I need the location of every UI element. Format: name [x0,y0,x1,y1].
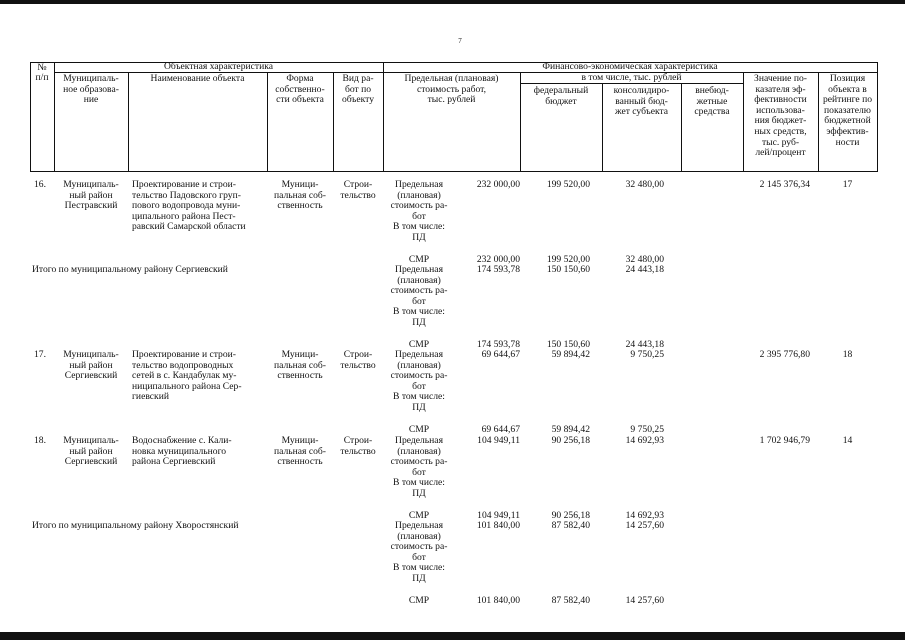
row-consolidated: 32 480,00 [625,179,664,190]
row-smr-total: 69 644,67 [481,424,520,435]
row-smr-federal: 59 894,42 [551,424,590,435]
row-total: 232 000,00 [476,179,520,190]
row-consolidated: 14 257,60 [625,520,664,531]
row-consolidated: 9 750,25 [630,349,664,360]
row-object-name: Проектирование и строи- тельство Падовского груп- пового водопровода муни- ципального района Пест- равский Самарской области [132,179,246,233]
row-smr-consolidated: 14 257,60 [625,595,664,606]
row-municipality: Муниципаль- ный район Сергиевский [63,435,119,468]
col-efficiency-header: Значение по- казателя эф- фективности использова- ния бюджет- ных средств, тыс. руб- лей/процент [754,73,807,159]
col-consolidated-header: консолидиро- ванный бюд- жет субъекта [613,85,670,118]
row-total: 174 593,78 [476,264,520,275]
finance-group-header: Финансово-экономическая характеристика [542,61,718,72]
col-num-header: № [37,62,47,73]
row-work-type: Строи- тельство [340,349,376,371]
row-smr-label: СМР [408,510,430,521]
row-total: 101 840,00 [476,520,520,531]
row-smr-consolidated: 32 480,00 [625,254,664,265]
row-smr-federal: 87 582,40 [551,595,590,606]
row-municipality: Муниципаль- ный район Сергиевский [63,349,119,382]
incl-group-header: в том числе, тыс. рублей [581,72,682,83]
table-header [0,0,905,175]
col-federal-header: федеральный бюджет [533,85,589,107]
row-total: 69 644,67 [481,349,520,360]
row-ownership: Муници- пальная соб- ственность [274,349,326,382]
col-num-sub: п/п [35,72,49,83]
col-rating-header: Позиция объекта в рейтинге по показателю бюджетной эффектив- ности [822,73,873,148]
row-smr-federal: 150 150,60 [546,339,590,350]
row-smr-total: 174 593,78 [476,339,520,350]
row-ownership: Муници- пальная соб- ственность [274,435,326,468]
row-federal: 87 582,40 [551,520,590,531]
row-rating: 14 [842,435,853,446]
row-smr-label: СМР [408,339,430,350]
subtotal-label: Итого по муниципальному району Сергиевский [32,264,228,275]
row-limit-label: Предельная (плановая) стоимость ра- бот В том числе: ПД [390,264,448,328]
page-number: 7 [458,37,462,45]
row-efficiency: 2 395 776,80 [759,349,810,360]
row-federal: 199 520,00 [546,179,590,190]
row-consolidated: 14 692,93 [625,435,664,446]
row-limit-label: Предельная (плановая) стоимость ра- бот В том числе: ПД [390,520,448,584]
row-efficiency: 1 702 946,79 [759,435,810,446]
row-object-name: Проектирование и строи- тельство водопроводных сетей в с. Кандабулак му- ниципального района Сер- гиевский [132,349,242,403]
row-smr-total: 104 949,11 [477,510,520,521]
row-efficiency: 2 145 376,34 [759,179,810,190]
subtotal-label: Итого по муниципальному району Хворостянский [32,520,239,531]
row-smr-label: СМР [408,254,430,265]
row-number: 17. [34,349,46,360]
row-federal: 150 150,60 [546,264,590,275]
col-offbudget-header: внебюд- жетные средства [694,85,730,118]
row-work-type: Строи- тельство [340,435,376,457]
row-work-type: Строи- тельство [340,179,376,201]
row-ownership: Муници- пальная соб- ственность [274,179,326,212]
vline [128,72,129,172]
row-number: 18. [34,435,46,446]
row-smr-consolidated: 9 750,25 [630,424,664,435]
row-smr-federal: 90 256,18 [551,510,590,521]
header-bottom-line [30,171,878,172]
col-municipality-header: Муниципаль- ное образова- ние [63,73,119,106]
row-rating: 18 [842,349,853,360]
col-ownership-header: Форма собственно- сти объекта [275,73,325,106]
row-smr-total: 101 840,00 [476,595,520,606]
row-limit-label: Предельная (плановая) стоимость ра- бот В том числе: ПД [390,349,448,413]
col-limit-header: Предельная (плановая) стоимость работ, тыс. рублей [404,73,499,106]
col-worktype-header: Вид ра- бот по объекту [341,73,375,106]
col-object-header: Наименование объекта [150,73,245,84]
row-object-name: Водоснабжение с. Кали- новка муниципального района Сергиевский [132,435,232,468]
row-smr-federal: 199 520,00 [546,254,590,265]
row-smr-consolidated: 14 692,93 [625,510,664,521]
row-smr-label: СМР [408,424,430,435]
scan-bottom-border [0,632,905,640]
row-total: 104 949,11 [477,435,520,446]
row-federal: 90 256,18 [551,435,590,446]
row-smr-total: 232 000,00 [476,254,520,265]
vline [877,62,878,172]
row-smr-consolidated: 24 443,18 [625,339,664,350]
row-rating: 17 [842,179,853,190]
row-consolidated: 24 443,18 [625,264,664,275]
row-federal: 59 894,42 [551,349,590,360]
object-group-header: Объектная характеристика [164,61,273,72]
row-smr-label: СМР [408,595,430,606]
row-limit-label: Предельная (плановая) стоимость ра- бот В том числе: ПД [390,179,448,243]
row-municipality: Муниципаль- ный район Пестравский [63,179,119,212]
row-limit-label: Предельная (плановая) стоимость ра- бот В том числе: ПД [390,435,448,499]
row-number: 16. [34,179,46,190]
